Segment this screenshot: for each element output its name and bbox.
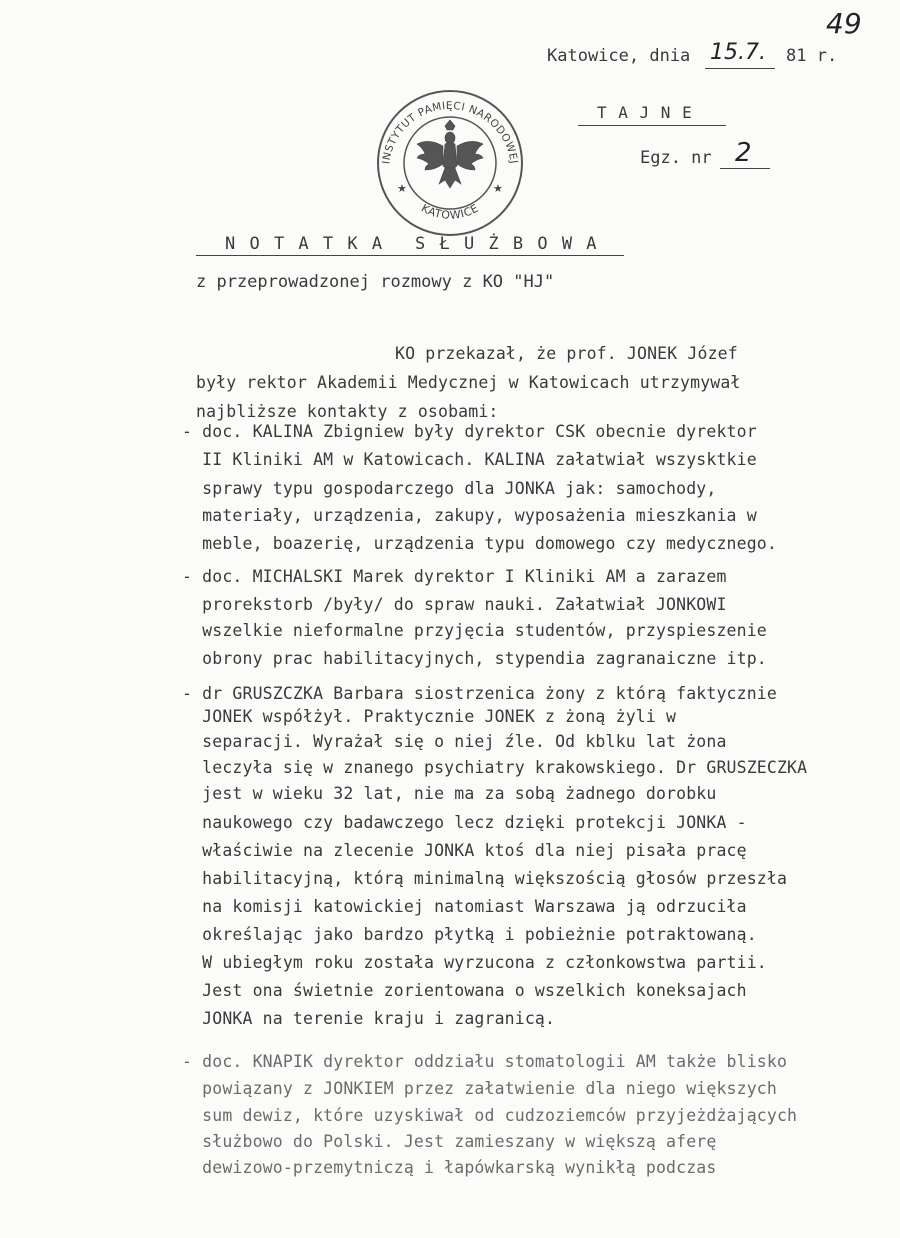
entry-line: leczyła się w znanego psychiatry krakowskiego. Dr GRUSZECZKA: [182, 758, 808, 777]
date-handwritten: 15.7.: [710, 40, 766, 65]
svg-text:INSTYTUT PAMIĘCI NARODOWEJ: INSTYTUT PAMIĘCI NARODOWEJ: [380, 99, 520, 165]
document-title-right: S Ł U Ż B O W A: [415, 234, 599, 254]
copy-number: 2: [735, 138, 752, 168]
entry-line: meble, boazerię, urządzenia typu domowego czy medycznego.: [182, 534, 777, 553]
title-underline: [196, 255, 624, 256]
entry-line: separacji. Wyrażał się o niej źle. Od kblku lat żona: [182, 732, 727, 751]
classification-label: T A J N E: [597, 103, 693, 122]
entry-line: - doc. KALINA Zbigniew były dyrektor CSK obecnie dyrektor: [182, 422, 757, 441]
entry-line: wszelkie nieformalne przyjęcia studentów, przyspieszenie: [182, 621, 767, 640]
document-title-left: N O T A T K A: [225, 234, 385, 254]
entry-line: obrony prac habilitacyjnych, stypendia zagranaiczne itp.: [182, 649, 767, 668]
entry-line: - doc. KNAPIK dyrektor oddziału stomatologii AM także blisko: [182, 1052, 788, 1071]
entry-line: habilitacyjną, którą minimalną większością głosów przeszła: [182, 869, 788, 888]
entry-line: W ubiegłym roku została wyrzucona z członkowstwa partii.: [182, 953, 767, 972]
entry-line: na komisji katowickiej natomiast Warszawa ją odrzuciła: [182, 897, 747, 916]
entry-line: dewizowo-przemytniczą i łapówkarską wynikłą podczas: [182, 1158, 717, 1177]
entry-line: jest w wieku 32 lat, nie ma za sobą żadnego dorobku: [182, 784, 717, 803]
entry-line: Jest ona świetnie zorientowana o wszelkich koneksajach: [182, 981, 747, 1000]
entry-line: określając jako bardzo płytką i pobieżnie potraktowaną.: [182, 925, 757, 944]
entry-line: materiały, urządzenia, zakupy, wyposażenia mieszkania w: [182, 506, 757, 525]
classification-underline: [578, 125, 726, 126]
entry-line: sprawy typu gospodarczego dla JONKA jak: samochody,: [182, 479, 717, 498]
copy-underline: [720, 168, 770, 169]
entry-line: naukowego czy badawczego lecz dzięki protekcji JONKA -: [182, 813, 747, 832]
intro-line: były rektor Akademii Medycznej w Katowicach utrzymywał: [196, 373, 741, 392]
entry-line: - doc. MICHALSKI Marek dyrektor I Kliniki AM a zarazem: [182, 567, 727, 586]
entry-line: prorekstorb /były/ do spraw nauki. Załatwiał JONKOWI: [182, 595, 727, 614]
entry-line: JONKA na terenie kraju i zagranicą.: [182, 1009, 556, 1028]
eagle-emblem: [417, 120, 483, 188]
entry-line: - dr GRUSZCZKA Barbara siostrzenica żony z którą faktycznie: [182, 684, 777, 703]
document-subtitle: z przeprowadzonej rozmowy z KO "HJ": [196, 272, 555, 292]
copy-label: Egz. nr: [640, 148, 712, 168]
entry-line: powiązany z JONKIEM przez załatwienie dla niego większych: [182, 1079, 777, 1098]
date-underline: [705, 68, 775, 69]
ipn-seal: [375, 88, 525, 238]
entry-line: II Kliniki AM w Katowicach. KALINA załatwiał wszysktkie: [182, 450, 757, 469]
entry-line: JONEK współżył. Praktycznie JONEK z żoną żyli w: [182, 707, 677, 726]
entry-line: służbowo do Polski. Jest zamieszany w większą aferę: [182, 1132, 717, 1151]
svg-text:★: ★: [493, 182, 503, 195]
svg-text:KATOWICE: KATOWICE: [419, 201, 481, 222]
place-date-prefix: Katowice, dnia: [547, 46, 691, 66]
intro-line: KO przekazał, że prof. JONEK Józef: [395, 344, 738, 363]
archive-page-number: 49: [826, 7, 862, 40]
svg-text:★: ★: [397, 182, 407, 195]
year-suffix: 81 r.: [786, 46, 838, 66]
entry-line: sum dewiz, które uzyskiwał od cudzoziemców przyjeżdżających: [182, 1106, 798, 1125]
entry-line: właściwie na zlecenie JONKA ktoś dla niej pisała pracę: [182, 841, 747, 860]
intro-line: najbliższe kontakty z osobami:: [196, 402, 499, 421]
